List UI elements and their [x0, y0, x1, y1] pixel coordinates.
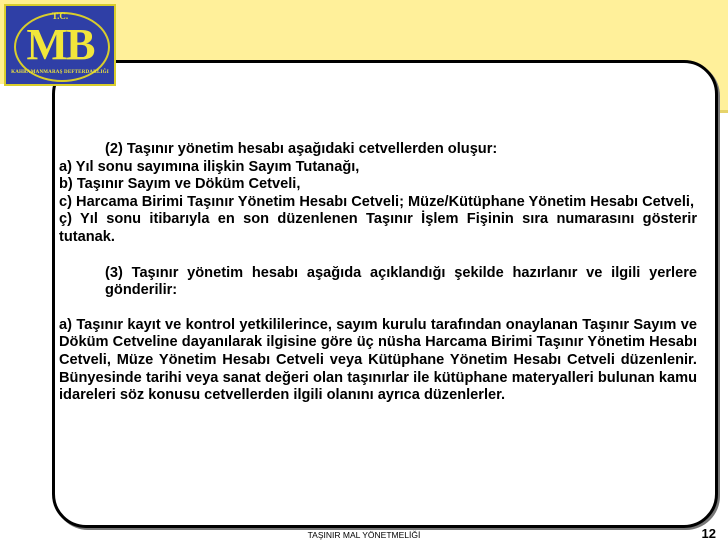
- footer-title: TAŞINIR MAL YÖNETMELİĞİ: [307, 530, 421, 540]
- paragraph-3-heading: (3) Taşınır yönetim hesabı aşağıda açıklandığı şekilde hazırlanır ve ilgili yerlere gönderilir:: [105, 264, 697, 299]
- logo-top-text: T.C.: [51, 11, 69, 21]
- page-number: 12: [701, 526, 716, 541]
- paragraph-2-heading: (2) Taşınır yönetim hesabı aşağıdaki cetvellerden oluşur:: [105, 141, 498, 157]
- paragraph-3-item-a: a) Taşınır kayıt ve kontrol yetkililerince, sayım kurulu tarafından onaylanan Taşınır Sayım ve Döküm Cetveline dayanılarak ilgisine göre üç nüsha Harcama Birimi Taşınır Yönetim Hesabı Cetveli, Müze Yönetim Hesabı Cetveli veya Kütüphane Yönetim Hesabı Cetveli düzenlenir. Bünyesinde tarihi veya sanat değeri olan taşınırlar ile kütüphane materyalleri bulunan kamu idareleri söz konusu cetvellerden ilgili olanını ayrıca düzenlerler.: [59, 316, 697, 404]
- list-item-cc: ç) Yıl sonu itibarıyla en son düzenlenen Taşınır İşlem Fişinin sıra numarasını gösterir tutanak.: [59, 211, 697, 245]
- list-item-c: c) Harcama Birimi Taşınır Yönetim Hesabı Cetveli; Müze/Kütüphane Yönetim Hesabı Cetveli,: [59, 193, 695, 210]
- spacer: [59, 247, 697, 265]
- logo-bottom-text: KAHRAMANMARAŞ DEFTERDARLIĞI: [11, 70, 109, 75]
- logo-main-text: MB: [26, 20, 94, 69]
- spacer: [59, 300, 697, 317]
- defterdarlik-logo: [4, 4, 116, 86]
- list-item-b: b) Taşınır Sayım ve Döküm Cetveli,: [59, 176, 301, 193]
- slide-body: [59, 141, 697, 405]
- list-item-a: a) Yıl sonu sayımına ilişkin Sayım Tutanağı,: [59, 158, 360, 175]
